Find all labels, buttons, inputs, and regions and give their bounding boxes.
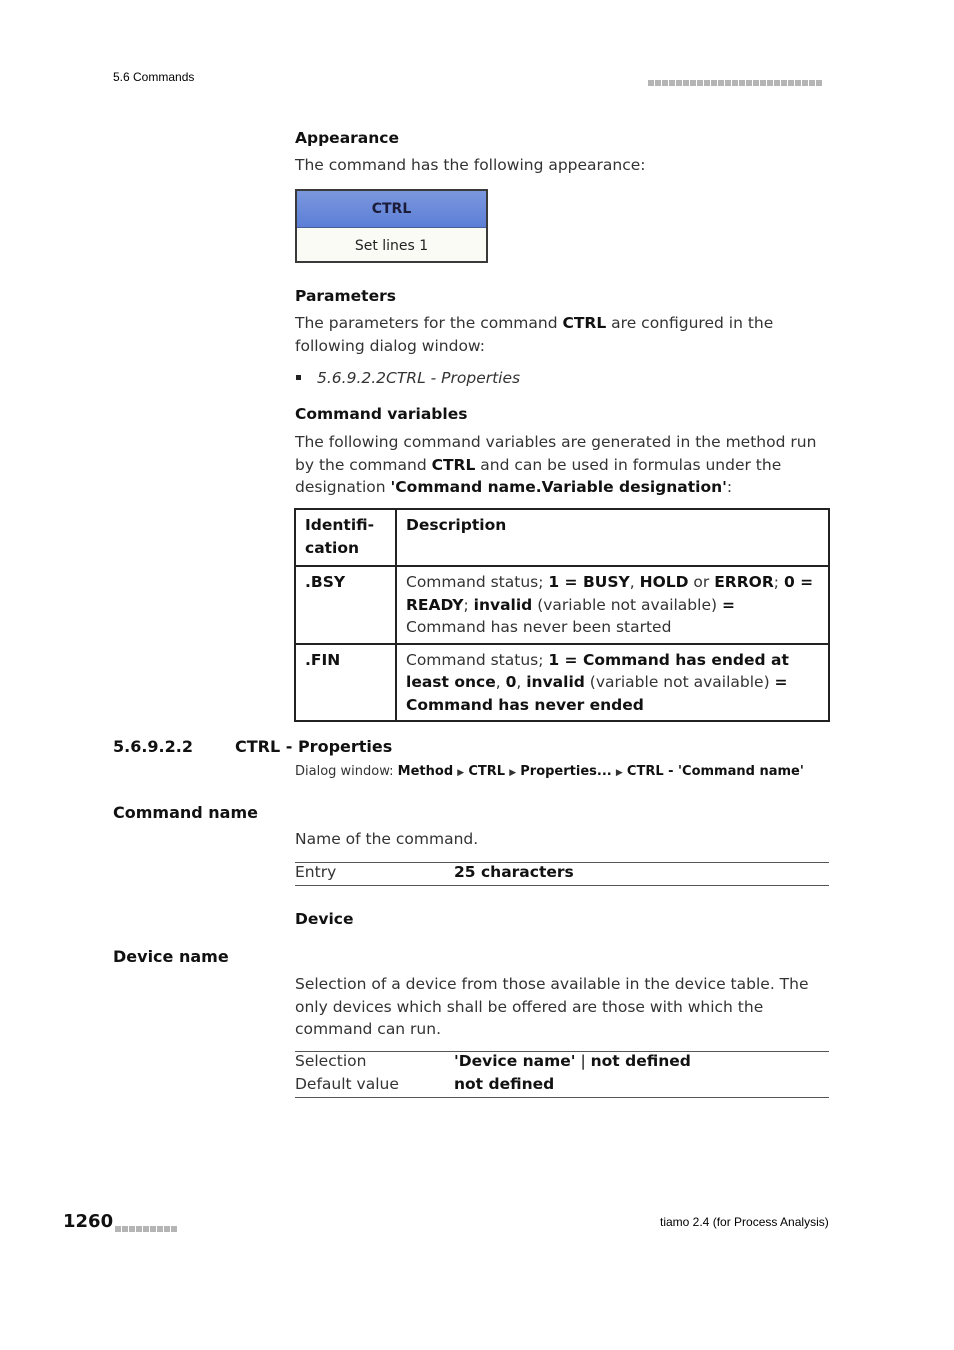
divider: [295, 885, 829, 886]
command-name-text: Name of the command.: [295, 830, 479, 848]
divider: [295, 1097, 829, 1098]
table-header-identification: Identifi-cation: [295, 509, 396, 566]
selection-key: Selection: [295, 1052, 367, 1070]
default-key: Default value: [295, 1075, 399, 1093]
section-heading: 5.6.9.2.2 CTRL - Properties: [113, 737, 393, 756]
table-row: [295, 644, 829, 722]
command-appearance-box: [295, 189, 488, 263]
default-value: not defined: [454, 1075, 555, 1093]
command-variables-heading: Command variables: [295, 405, 468, 423]
command-box-subtitle: Set lines 1: [354, 238, 429, 254]
device-name-text: Selection of a device from those available in the device table. The only devices which shall be offered are those with which the command can run.: [295, 975, 809, 1038]
parameters-heading: Parameters: [295, 287, 396, 305]
running-header-section: 5.6 Commands: [113, 70, 195, 84]
command-variables-text: The following command variables are generated in the method run by the command CTRL and can be used in formulas under the designation 'Command name.Variable designation':: [295, 433, 817, 496]
footer-decoration: [115, 1218, 178, 1237]
variable-id: .BSY: [295, 566, 396, 644]
appearance-text: The command has the following appearance:: [295, 156, 646, 174]
table-row: [295, 566, 829, 644]
variable-description: Command status; 1 = BUSY, HOLD or ERROR; 0 = READY; invalid (variable not available) = Command has never been started: [396, 566, 829, 644]
table-header-row: [295, 509, 829, 566]
command-name-label: Command name: [113, 803, 258, 822]
selection-value: 'Device name' | not defined: [454, 1052, 691, 1070]
command-box-title: CTRL: [297, 191, 486, 228]
header-decoration: [648, 72, 823, 91]
bullet-icon: [296, 375, 301, 380]
parameters-text: The parameters for the command CTRL are configured in the following dialog window:: [295, 314, 774, 355]
footer-product: tiamo 2.4 (for Process Analysis): [660, 1215, 829, 1229]
command-variables-table: [294, 508, 830, 722]
page-number: 1260: [63, 1211, 114, 1232]
appearance-heading: Appearance: [295, 129, 399, 147]
variable-id: .FIN: [295, 644, 396, 722]
entry-value: 25 characters: [454, 863, 574, 881]
device-heading: Device: [295, 910, 354, 928]
dialog-path: Dialog window: Method ▶ CTRL ▶ Properties... ▶ CTRL - 'Command name': [295, 764, 804, 779]
device-name-label: Device name: [113, 947, 229, 966]
entry-key: Entry: [295, 863, 337, 881]
variable-description: Command status; 1 = Command has ended at least once, 0, invalid (variable not available) = Command has never ended: [396, 644, 829, 722]
table-header-description: Description: [396, 509, 829, 566]
properties-link[interactable]: 5.6.9.2.2CTRL - Properties: [317, 369, 521, 387]
